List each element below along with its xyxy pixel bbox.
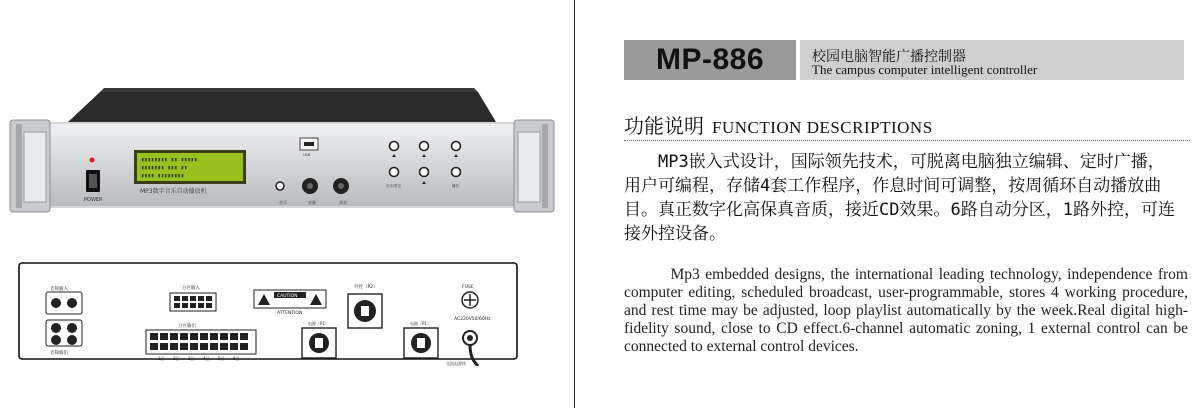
outlet-p1b-label: 电源（P1） <box>410 321 431 326</box>
front-panel-image <box>8 82 556 222</box>
description-en: Mp3 embedded designs, the international leading technology, independence from computer editing, scheduled broadcast, user-programmable, stores 4 working procedure, and rest time may be adjusted, loop playlist automatically by the week.Real digital high-fidelity sound, close to CD effect.6-channel automatic zoning, 1 external control can be connected to external control devices. <box>624 266 1188 355</box>
model-badge <box>624 40 796 80</box>
ac-label: AC220V50/60Hz <box>454 317 491 322</box>
usb-label: USB <box>303 153 311 157</box>
subtitle-en: The campus computer intelligent controller <box>812 62 1038 77</box>
knob-label-3: 高音 <box>339 200 347 205</box>
subtitle-cn: 校园电脑智能广播控制器 <box>812 49 966 65</box>
lcd-caption: MP3数字音乐自动播放机 <box>140 188 207 195</box>
zone-label-2: 2区 <box>173 356 180 361</box>
button-label-2: 播放 <box>452 184 459 188</box>
section-title-en: FUNCTION DESCRIPTIONS <box>712 118 933 137</box>
caution-sub: ATTENTION <box>277 311 303 316</box>
svg-text:▮▮▮▮▮▮▮ ▮▮▮ ▮▮: ▮▮▮▮▮▮▮ ▮▮▮ ▮▮ <box>141 165 188 171</box>
section-heading <box>624 110 1190 141</box>
zone-label-1: 1区 <box>158 356 165 361</box>
zone-in-label: 分区输入 <box>182 286 200 291</box>
svg-text:▮▮▮▮ ▮▮▮▮▮▮▮▮: ▮▮▮▮ ▮▮▮▮▮▮▮▮ <box>141 173 185 179</box>
power-label: POWER <box>84 197 103 203</box>
outlet-p1-label: 电源（P1） <box>308 321 329 326</box>
cable-label: 交流电源线 <box>446 361 466 366</box>
description-cn: MP3嵌入式设计，国际领先技术，可脱离电脑独立编辑、定时广播，用户可编程，存储4套工作程序，作息时间可调整，按周循环自动播放曲目。真正数字化高保真音质，接近CD效果。6路自动分区，1路外控，可连接外控设备。 <box>624 152 1175 244</box>
audio-out-label: 音频输出 <box>50 351 68 356</box>
ext-ctrl-label: 外控（P2） <box>354 285 378 290</box>
zone-label-4: 4区 <box>203 356 210 361</box>
caution-title: CAUTION <box>277 294 298 299</box>
zone-label-5: 5区 <box>218 356 225 361</box>
zone-label-3: 3区 <box>188 356 195 361</box>
knob-label-1: 音乐 <box>279 200 287 205</box>
section-title-cn: 功能说明 <box>624 114 704 138</box>
model-name: MP-886 <box>655 43 765 76</box>
button-label-1: 音乐/暂定 <box>386 184 402 188</box>
zone-label-6: 6区 <box>233 356 240 361</box>
fuse-label: FUSE <box>462 285 474 290</box>
audio-in-label: 音频输入 <box>50 287 68 292</box>
model-subtitle-box <box>800 40 1184 80</box>
column-divider <box>574 0 575 408</box>
knob-label-2: 音量 <box>308 200 316 205</box>
rear-panel-image <box>18 262 518 366</box>
zone-out-label: 分区输出 <box>178 324 196 329</box>
svg-text:▮▮▮▮▮▮▮▮ ▮▮ ▮▮▮▮▮: ▮▮▮▮▮▮▮▮ ▮▮ ▮▮▮▮▮ <box>141 157 198 163</box>
